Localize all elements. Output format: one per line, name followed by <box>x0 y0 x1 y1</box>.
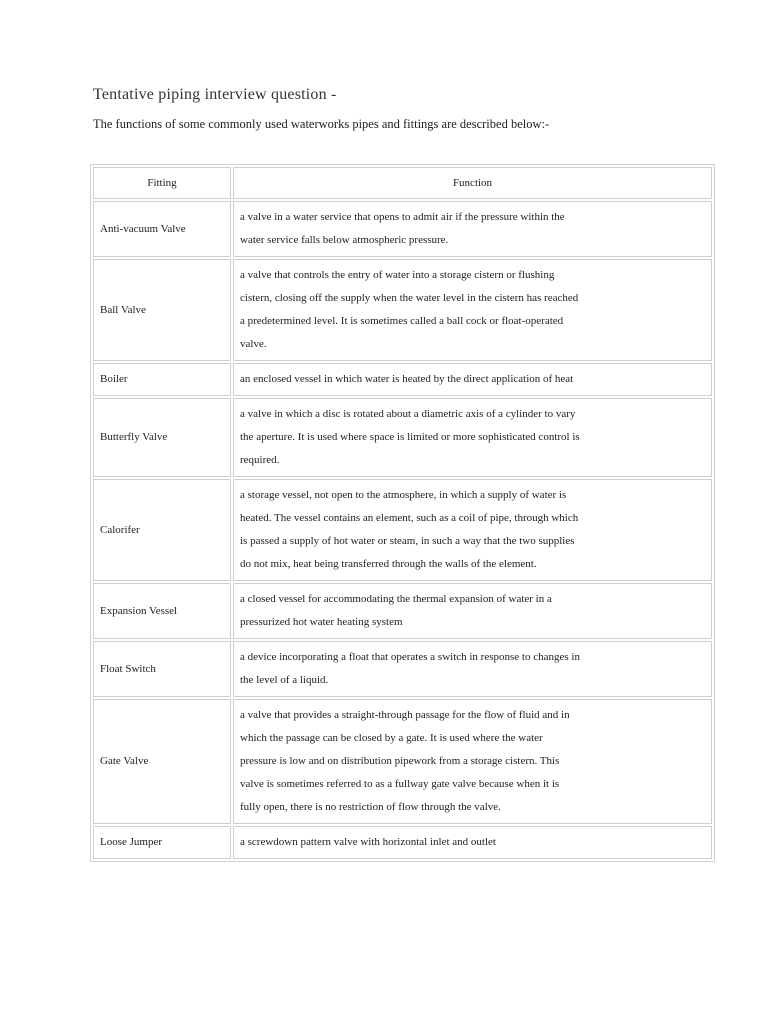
fitting-name: Gate Valve <box>93 699 231 824</box>
function-text: a device incorporating a float that operates a switch in response to changes in the level of a liquid. <box>240 651 580 686</box>
fitting-name: Butterfly Valve <box>93 398 231 477</box>
function-text: a valve that provides a straight-through passage for the flow of fluid and in which the passage can be closed by a gate. It is used where the water pressure is low and on distribution pipework from a storage cistern. This valve is sometimes referred to as a fullway gate valve because when it is fully open, there is no restriction of flow through the valve. <box>240 709 570 813</box>
table-row <box>93 201 712 257</box>
fitting-name: Anti-vacuum Valve <box>93 201 231 257</box>
fitting-name: Calorifer <box>93 479 231 581</box>
fitting-function <box>233 259 712 361</box>
table-row <box>93 583 712 639</box>
fitting-function <box>233 583 712 639</box>
table-row <box>93 479 712 581</box>
fitting-function <box>233 699 712 824</box>
page-title: Tentative piping interview question - <box>93 86 337 103</box>
function-text: a valve that controls the entry of water into a storage cistern or flushing cistern, closing off the supply when the water level in the cistern has reached a predetermined level. It is sometimes called a ball cock or float-operated valve. <box>240 269 579 350</box>
function-text: a storage vessel, not open to the atmosphere, in which a supply of water is heated. The vessel contains an element, such as a coil of pipe, through which is passed a supply of hot water or steam, in such a way that the two supplies do not mix, heat being transferred through the walls of the element. <box>240 489 579 570</box>
fitting-function <box>233 201 712 257</box>
function-text: an enclosed vessel in which water is heated by the direct application of heat <box>240 373 574 385</box>
fitting-name: Ball Valve <box>93 259 231 361</box>
table-row <box>93 398 712 477</box>
table-row <box>93 826 712 859</box>
header-fitting: Fitting <box>93 167 231 199</box>
fitting-name: Float Switch <box>93 641 231 697</box>
table-row <box>93 699 712 824</box>
fitting-function <box>233 479 712 581</box>
fitting-function <box>233 363 712 396</box>
intro-text: The functions of some commonly used waterworks pipes and fittings are described below:- <box>93 117 550 131</box>
fitting-function <box>233 398 712 477</box>
fitting-name: Expansion Vessel <box>93 583 231 639</box>
function-text: a valve in a water service that opens to admit air if the pressure within the water service falls below atmospheric pressure. <box>240 211 565 246</box>
fitting-name: Boiler <box>93 363 231 396</box>
fittings-table <box>90 164 715 862</box>
function-text: a screwdown pattern valve with horizontal inlet and outlet <box>240 836 496 848</box>
table-row <box>93 363 712 396</box>
function-text: a valve in which a disc is rotated about a diametric axis of a cylinder to vary the aperture. It is used where space is limited or more sophisticated control is required. <box>240 408 580 466</box>
function-text: a closed vessel for accommodating the thermal expansion of water in a pressurized hot water heating system <box>240 593 552 628</box>
fitting-name: Loose Jumper <box>93 826 231 859</box>
table-row <box>93 259 712 361</box>
header-function: Function <box>233 167 712 199</box>
table-header-row <box>93 167 712 199</box>
table-row <box>93 641 712 697</box>
fitting-function <box>233 826 712 859</box>
fitting-function <box>233 641 712 697</box>
